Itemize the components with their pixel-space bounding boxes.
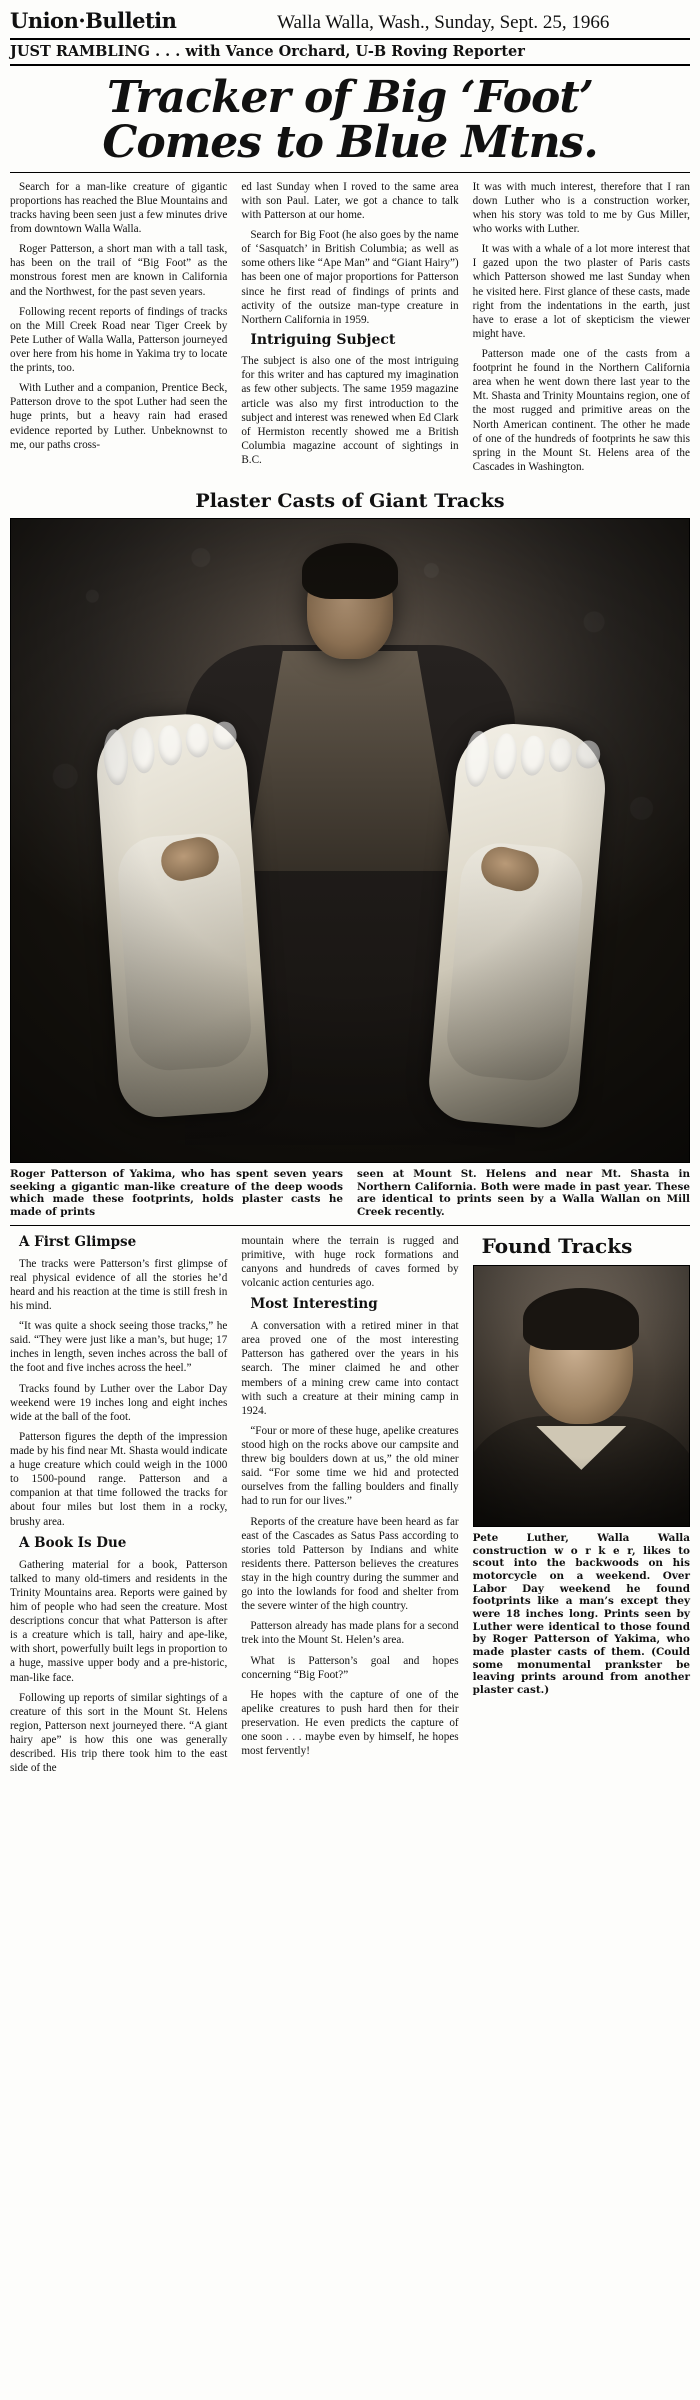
newspaper-logo: Union·Bulletin [10,8,177,33]
subheading-most-interesting: Most Interesting [250,1296,378,1313]
bottom-column-1 [10,1234,227,1782]
article-column-3 [473,180,690,480]
paragraph: Search for a man-like creature of gigantic proportions has reached the Blue Mountains and tracks having been seen just a few minutes drive from downtown Walla Walla. [10,180,228,236]
paragraph: Following up reports of similar sightings of a creature of this sort in the Mount St. Helens region, Patterson next journeyed there. “A giant hairy ape” is how this one was generally described. His trip there took him to the east side of the [10,1691,228,1775]
article-column-2 [241,180,458,480]
paragraph: mountain where the terrain is rugged and primitive, with huge rock formations and canyons and hundreds of caves formed by volcanic action centuries ago. [241,1234,459,1290]
article-column-1 [10,180,227,480]
paragraph: It was with a whale of a lot more interest that I gazed upon the two plaster of Paris casts which Patterson showed me last Sunday when he visited here. First glance of these casts, made right from the indentations in the earth, just have to erase a lot of skepticism the viewer might have. [472,243,690,340]
article-top-columns [10,180,690,480]
paragraph: The subject is also one of the most intriguing for this writer and has captured my imagination as few other subjects. The same 1959 magazine article was also my first introduction to the subject and interest was renewed when Ed Clark of Hermiston recently showed me a British Columbia magazine account of sightings in B.C. [241,355,459,466]
headline-line-2: Comes to Blue Mtns. [102,116,598,168]
paragraph: “It was quite a shock seeing those tracks,” he said. “They were just like a man’s, but huge; 17 inches in length, seven inches across the ball of the foot and five inches across the heel.” [10,1320,228,1375]
bottom-column-3 [473,1234,690,1782]
sidebar-title-found-tracks: Found Tracks [481,1233,633,1258]
paragraph: Following recent reports of findings of tracks on the Mill Creek Road near Tiger Creek by Pete Luther of Walla Walla, Patterson journeyed over here from his home in Yakima try to locate the prints, too. [10,305,228,375]
subheading-intriguing-subject: Intriguing Subject [250,331,396,348]
masthead [10,8,690,40]
paragraph: He hopes with the capture of one of the apelike creatures to push hard then for their preservation. He even predicts the capture of one soon . . . maybe even by himself, he hopes most fervently! [241,1688,459,1758]
photo-caption [10,1168,690,1226]
column-kicker: JUST RAMBLING . . . with Vance Orchard, U-B Roving Reporter [10,43,525,60]
paragraph: Patterson figures the depth of the impression made by his find near Mt. Shasta would indicate a huge creature which could weigh in the 1000 to 1500-pound range. Patterson and a companion at that time followed the tracks for about four miles but lost them in a rocky, brushy area. [10,1430,228,1528]
paragraph: Search for Big Foot (he also goes by the name of ‘Sasquatch’ in British Columbia; as well as some others like “Ape Man” and “Giant Hairy”) has been one of major proportions for Patterson since he first read of findings of prints and activity of the outsize man-type creature in Northern California in 1959. [241,229,459,326]
paragraph: A conversation with a retired miner in that area proved one of the most interesting Patterson has gathered over the years in his search. The miner claimed he and other members of a mining crew came into contact with such a creature at their mining camp in 1924. [241,1320,459,1417]
column-kicker-bar [10,40,690,66]
paragraph: ed last Sunday when I roved to the same area with son Paul. Later, we got a chance to talk with Patterson at our home. [241,180,459,221]
article-bottom-columns [10,1234,690,1782]
paragraph: Reports of the creature have been heard as far east of the Cascades as Satus Pass according to stories told Patterson by Indians and white residents there. Patterson believes the creatures stay in the high country during the summer and go into the lowlands for food and shelter from the severe winter of the high country. [241,1515,459,1613]
photo-pete-luther [473,1265,690,1527]
paragraph: Gathering material for a book, Patterson talked to many old-timers and residents in the Trinity Mountains area. Reports were gained by him of people who had seen the creature. Most descriptions concur that what Patterson is after is a creature which is tall, hairy and ape-like, with short, powerfully built legs in proportion to a huge, massive upper body and a pre-historic, man-like face. [10,1558,228,1684]
bottom-column-2 [241,1234,458,1782]
paragraph: Roger Patterson, a short man with a tall task, has been on the trail of “Big Foot” as the monstrous forest men are known in California and the Northwest, for the past seven years. [10,243,228,298]
masthead-dateline: Walla Walla, Wash., Sunday, Sept. 25, 1966 [277,12,610,33]
photo-title: Plaster Casts of Giant Tracks [195,489,505,512]
paragraph: Patterson made one of the casts from a footprint he found in the Northern California area when he went down there last year to the Mt. Shasta and Trinity Mountains region, one of the most rugged and primitive areas on the North American continent. The other he made of one of the hundreds of footprints he saw this spring in the Mount St. Helens area of the Cascades in Washington. [472,347,690,473]
headline-line-1: Tracker of Big ‘Foot’ [106,72,594,123]
photo-vignette [11,519,689,1162]
paragraph: What is Patterson’s goal and hopes concerning “Big Foot?” [241,1654,459,1681]
paragraph: Tracks found by Luther over the Labor Day weekend were 19 inches long and eight inches wide at the ball of the foot. [10,1382,228,1423]
paragraph: With Luther and a companion, Prentice Beck, Patterson drove to the spot Luther had seen the huge prints, but a heavy rain had erased evidence reported by Luther. Unbeknownst to me, our paths cross- [10,382,228,451]
paragraph: “Four or more of these huge, apelike creatures stood high on the rocks above our campsite and threw big boulders down at us,” the old miner said. “For some time we hid and protected ourselves from the falling boulders and finally had to run for our lives.” [241,1424,459,1508]
photo-caption-left: Roger Patterson of Yakima, who has spent seven years seeking a gigantic man-like creature of the deep woods which made these footprints, holds plaster casts he made of prints [10,1167,343,1218]
portrait-vignette [474,1266,689,1526]
paragraph: It was with much interest, therefore that I ran down Luther who is a construction worker, when his story was told to me by Gus Miller, who works with Luther. [472,180,690,236]
page-title [10,72,690,173]
paragraph: The tracks were Patterson’s first glimpse of real physical evidence of all the stories he’d heard and his reaction at the time is still fresh in his mind. [10,1257,228,1313]
subheading-a-book-is-due: A Book Is Due [19,1534,127,1551]
paragraph: Patterson already has made plans for a second trek into the Mount St. Helen’s area. [241,1620,459,1647]
photo-caption-right: seen at Mount St. Helens and near Mt. Shasta in Northern California. Both were made in past year. These are identical to prints seen by a Walla Wallan on Mill Creek recently. [357,1167,690,1218]
subheading-a-first-glimpse: A First Glimpse [19,1233,137,1250]
portrait-caption: Pete Luther, Walla Walla construction w o r k e r, likes to scout into the backwoods on his motorcycle on a weekend. Over Labor Day weekend he found footprints like a man’s except they were 18 inches long. Prints seen by Luther were identical to those found by Roger Patterson of Yakima, who made plaster casts of them. (Could some monumental prankster be leaving prints around from another plaster cast.) [472,1531,690,1697]
photo-plaster-casts [10,518,690,1163]
